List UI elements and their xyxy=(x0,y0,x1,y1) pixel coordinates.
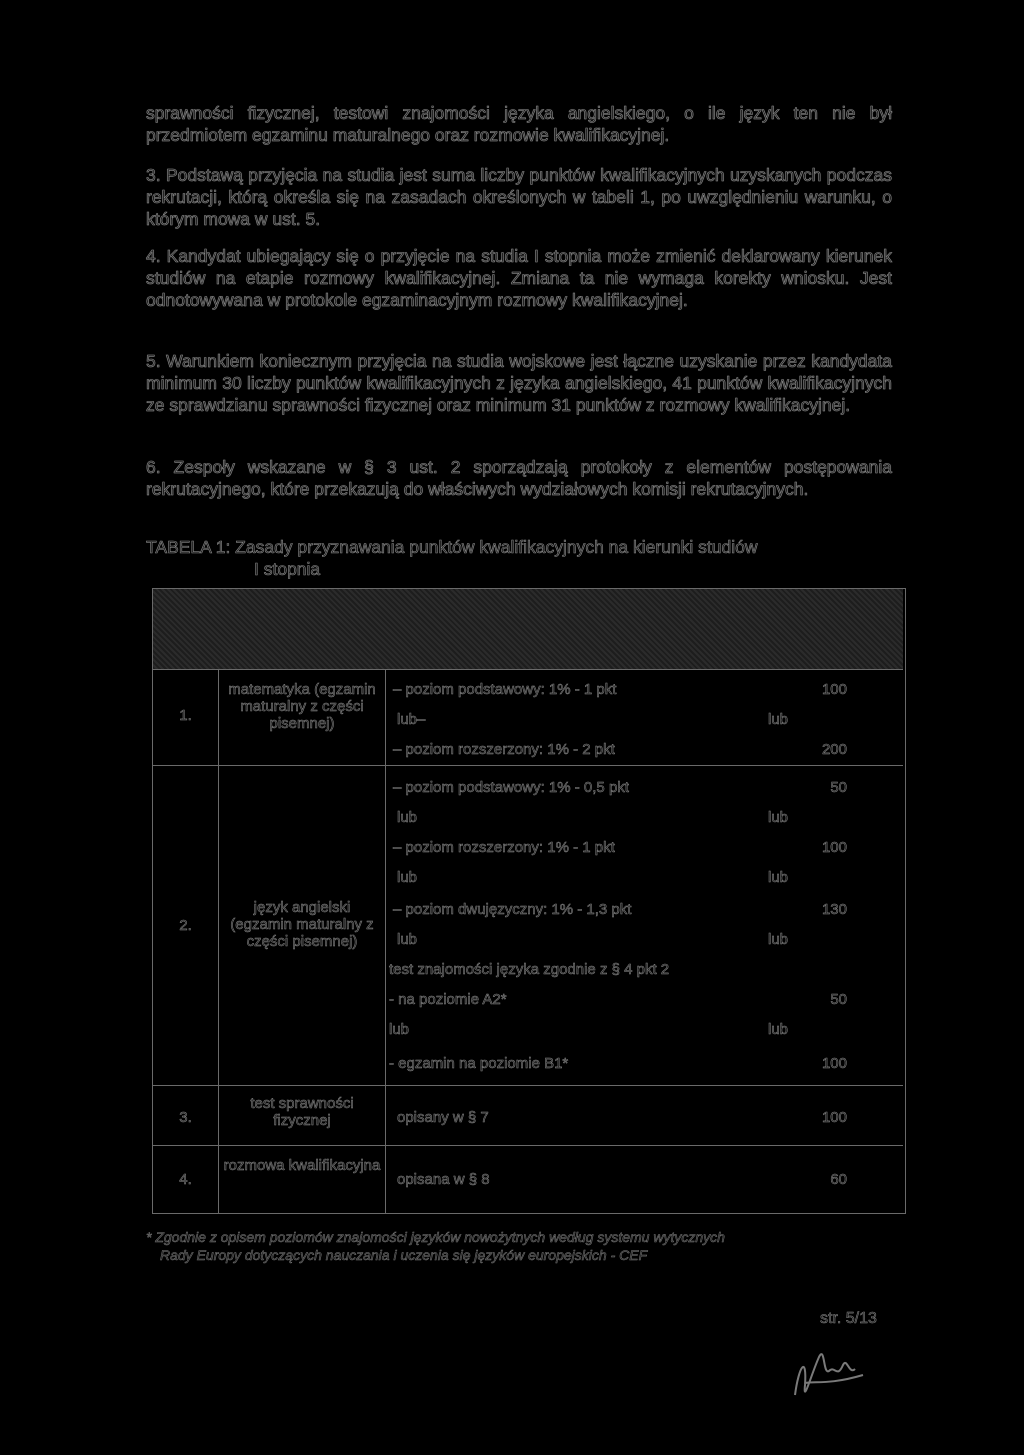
paragraph-5: 5. Warunkiem koniecznym przyjęcia na studia wojskowe jest łączne uzyskanie przez kandydata minimum 30 liczby punktów kwalifikacyjnych z języka angielskiego, 41 punktów kwalifikacyjnych ze sprawdzianu sprawności fizycznej oraz minimum 31 punktów z rozmowy kwalifikacyjnej. xyxy=(146,351,892,415)
row-2-points-5: 130 xyxy=(821,901,847,918)
row-2-or-9: lub xyxy=(768,1021,789,1038)
row-2-line-10: - egzamin na poziomie B1* xyxy=(389,1055,569,1072)
row-2-line-9: lub xyxy=(389,1021,410,1038)
row-4-number: 4. xyxy=(179,1171,192,1188)
row-3-line-1: opisany w § 7 xyxy=(397,1109,489,1126)
row-1-number: 1. xyxy=(179,707,192,724)
row-2-line-1: – poziom podstawowy: 1% - 0,5 pkt xyxy=(393,779,629,796)
table-header xyxy=(153,589,903,670)
row-2-points-10: 100 xyxy=(821,1055,847,1072)
row-1-points-1: 100 xyxy=(821,681,847,698)
row-2-or-6: lub xyxy=(768,931,789,948)
row-3-number: 3. xyxy=(179,1109,192,1126)
row-1-points-3: 200 xyxy=(821,741,847,758)
row-1-line-2: lub– xyxy=(397,711,426,728)
row-2-line-3: – poziom rozszerzony: 1% - 1 pkt xyxy=(393,839,615,856)
row-3-points-1: 100 xyxy=(821,1109,847,1126)
row-2-points-1: 50 xyxy=(830,779,847,796)
row-3-subject: test sprawności fizycznej xyxy=(250,1095,354,1129)
points-table xyxy=(152,588,906,1214)
signature-icon xyxy=(785,1335,875,1415)
table-caption xyxy=(146,536,892,580)
row-2-line-4: lub xyxy=(397,869,418,886)
paragraph-3: 3. Podstawą przyjęcia na studia jest suma liczby punktów kwalifikacyjnych uzyskanych podczas rekrutacji, którą określa się na zasadach określonych w tabeli 1, po uwzględnieniu warunku, o którym mowa w ust. 5. xyxy=(146,165,892,229)
row-2-subject: język angielski (egzamin maturalny z części pisemnej) xyxy=(230,899,374,950)
row-2-line-6: lub xyxy=(397,931,418,948)
row-4-line-1: opisana w § 8 xyxy=(397,1171,490,1188)
page-number: str. 5/13 xyxy=(820,1310,877,1327)
row-2-number: 2. xyxy=(179,917,192,934)
footnote-line2: Rady Europy dotyczących nauczania i uczenia się języków europejskich - CEF xyxy=(160,1247,648,1263)
row-4-subject: rozmowa kwalifikacyjna xyxy=(223,1157,381,1174)
row-2-line-2: lub xyxy=(397,809,418,826)
row-2-points-3: 100 xyxy=(821,839,847,856)
row-2-line-7: test znajomości języka zgodnie z § 4 pkt 2 xyxy=(389,961,670,978)
row-1-subject: matematyka (egzamin maturalny z części pisemnej) xyxy=(228,681,376,732)
paragraph-4: 4. Kandydat ubiegający się o przyjęcie na studia I stopnia może zmienić deklarowany kierunek studiów na etapie rozmowy kwalifikacyjnej. Zmiana ta nie wymaga korekty wniosku. Jest odnotowywana w protokole egzaminacyjnym rozmowy kwalifikacyjnej. xyxy=(146,246,892,310)
row-2-or-4: lub xyxy=(768,869,789,886)
row-4-points-1: 60 xyxy=(830,1171,847,1188)
row-2-points-8: 50 xyxy=(830,991,847,1008)
row-1-line-3: – poziom rozszerzony: 1% - 2 pkt xyxy=(393,741,615,758)
footnote xyxy=(146,1228,886,1264)
row-2-line-8: - na poziomie A2* xyxy=(389,991,507,1008)
paragraph-6: 6. Zespoły wskazane w § 3 ust. 2 sporządzają protokoły z elementów postępowania rekrutacyjnego, które przekazują do właściwych wydziałowych komisji rekrutacyjnych. xyxy=(146,457,892,499)
table-caption-line2: I stopnia xyxy=(254,559,321,579)
row-2-line-5: – poziom dwujęzyczny: 1% - 1,3 pkt xyxy=(393,901,632,918)
paragraph-continuation: sprawności fizycznej, testowi znajomości języka angielskiego, o ile język ten nie był przedmiotem egzaminu maturalnego oraz rozmowie kwalifikacyjnej. xyxy=(146,103,892,145)
table-caption-line1: TABELA 1: Zasady przyznawania punktów kwalifikacyjnych na kierunki studiów xyxy=(146,537,758,557)
row-1-or-2: lub xyxy=(768,711,789,728)
row-2-or-2: lub xyxy=(768,809,789,826)
footnote-line1: * Zgodnie z opisem poziomów znajomości języków nowożytnych według systemu wytycznych xyxy=(146,1229,725,1245)
row-1-line-1: – poziom podstawowy: 1% - 1 pkt xyxy=(393,681,617,698)
